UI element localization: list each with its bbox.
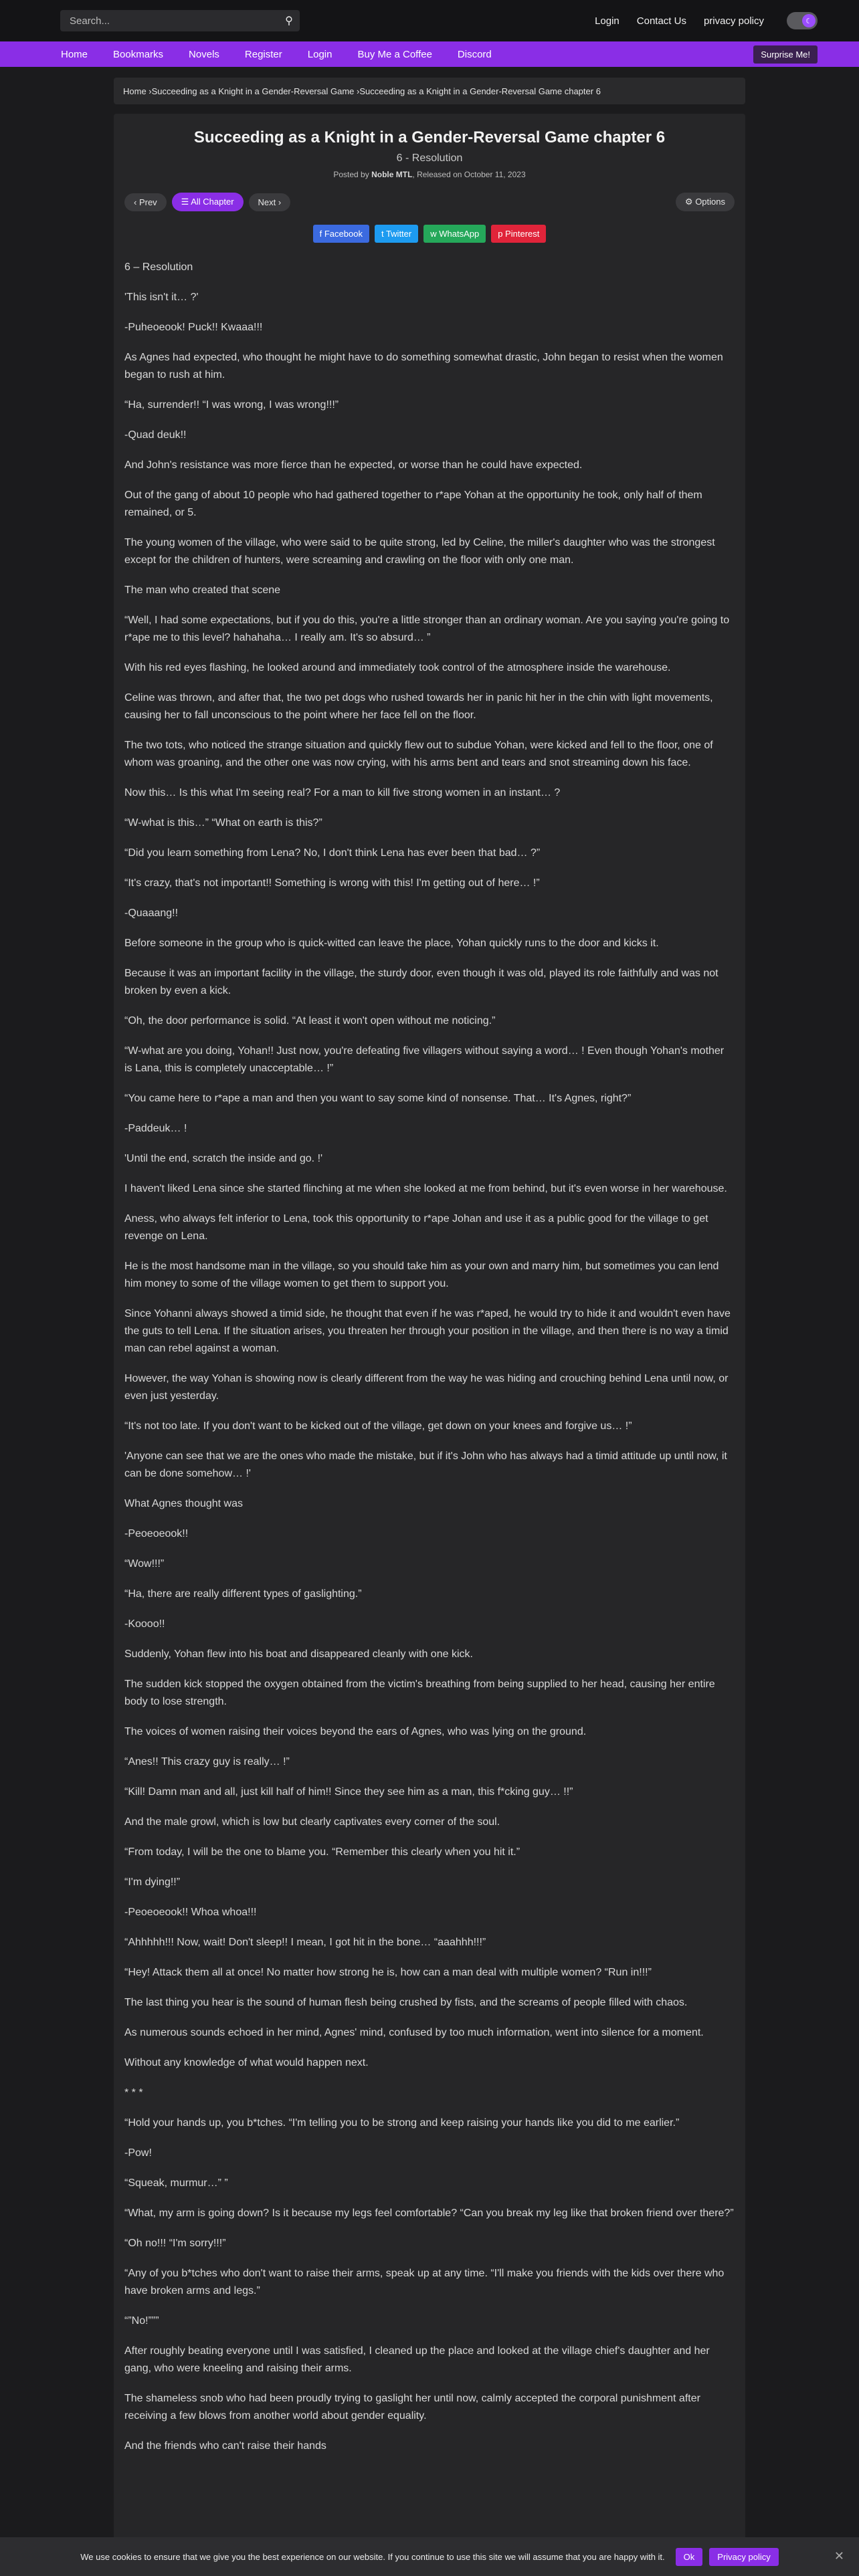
- chapter-paragraph: “Ahhhhh!!! Now, wait! Don't sleep!! I mean, I got hit in the bone… “aaahhh!!!”: [124, 1937, 486, 1948]
- cookie-privacy-button[interactable]: Privacy policy: [709, 2548, 778, 2566]
- chapter-paragraph: -Puheoeook! Puck!! Kwaaa!!!: [124, 322, 263, 333]
- chapter-paragraph: Without any knowledge of what would happen next.: [124, 2057, 369, 2068]
- chapter-paragraph: -Quad deuk!!: [124, 429, 187, 441]
- chapter-paragraph: As Agnes had expected, who thought he might have to do something somewhat drastic, John began to resist when the women began to rush at him.: [124, 352, 723, 381]
- breadcrumb[interactable]: Home ›Succeeding as a Knight in a Gender-Reversal Game ›Succeeding as a Knight in a Gender-Reversal Game chapter 6: [114, 78, 745, 104]
- nav-bookmarks[interactable]: Bookmarks: [113, 48, 164, 60]
- chapter-paragraph: Now this… Is this what I'm seeing real? For a man to kill five strong women in an instant… ?: [124, 787, 561, 798]
- chapter-paragraph: “Squeak, murmur…” ”: [124, 2177, 228, 2189]
- chapter-paragraph: However, the way Yohan is showing now is clearly different from the way he was hiding and crouching behind Lena until now, or even just yesterday.: [124, 1373, 729, 1402]
- chapter-paragraph: -Peoeoeook!!: [124, 1528, 189, 1539]
- chapter-paragraph: The last thing you hear is the sound of human flesh being crushed by fists, and the screams of people filled with chaos.: [124, 1997, 688, 2008]
- chapter-paragraph: Before someone in the group who is quick-witted can leave the place, Yohan quickly runs to the door and kicks it.: [124, 938, 659, 949]
- moon-icon: ☾: [802, 14, 816, 27]
- nav-register[interactable]: Register: [244, 48, 282, 60]
- nav-home[interactable]: Home: [61, 48, 88, 60]
- chapter-paragraph: “W-what is this…” “What on earth is this?”: [124, 817, 322, 829]
- chapter-paragraph: The two tots, who noticed the strange situation and quickly flew out to subdue Yohan, were kicked and fell to the floor, one of whom was groaning, and the other one was now crying, with his arms bent and tears and snot streaming down his face.: [124, 740, 713, 768]
- chapter-paragraph: The voices of women raising their voices beyond the ears of Agnes, who was lying on the ground.: [124, 1726, 587, 1737]
- chapter-paragraph: The young women of the village, who were said to be quite strong, led by Celine, the miller's daughter who was the strongest except for the children of hunters, were screaming and crawling on the floor with only one man.: [124, 537, 715, 566]
- chapter-paragraph: 'Anyone can see that we are the ones who made the mistake, but if it's John who has always had a timid attitude up until now, it can be done somehow… !': [124, 1451, 727, 1479]
- chapter-paragraph: “What, my arm is going down? Is it because my legs feel comfortable? “Can you break my leg like that broken friend over there?”: [124, 2208, 734, 2219]
- top-bar: [0, 0, 859, 41]
- chapter-paragraph: -Koooo!!: [124, 1618, 165, 1630]
- nav-login[interactable]: Login: [307, 48, 332, 60]
- chapter-paragraph: “Anes!! This crazy guy is really… !”: [124, 1756, 290, 1767]
- chapter-paragraph: -Pow!: [124, 2147, 152, 2159]
- chapter-paragraph: After roughly beating everyone until I was satisfied, I cleaned up the place and looked at the village chief's daughter and her gang, who were kneeling and raising their arms.: [124, 2345, 710, 2374]
- nav-novels[interactable]: Novels: [189, 48, 219, 60]
- chapter-paragraph: Aness, who always felt inferior to Lena, took this opportunity to r*ape Johan and use it as a public good for the village to get revenge on Lena.: [124, 1213, 708, 1242]
- chapter-paragraph: “Did you learn something from Lena? No, I don't think Lena has ever been that bad… ?”: [124, 847, 541, 859]
- posted-info: [124, 170, 735, 179]
- share-twitter-button[interactable]: t Twitter: [375, 225, 418, 243]
- chapter-paragraph: 'Until the end, scratch the inside and go. !': [124, 1153, 323, 1164]
- chapter-paragraph: “”No!”””: [124, 2315, 159, 2327]
- chapter-paragraph: Since Yohanni always showed a timid side, he thought that even if he was r*aped, he would try to hide it and wouldn't even have the guts to tell Lena. If the situation arises, you threaten her through your position in the village, and then there is no way a timid man can rebel against a woman.: [124, 1308, 731, 1354]
- prev-button[interactable]: ‹ Prev: [124, 193, 167, 211]
- search-input[interactable]: [60, 15, 278, 27]
- chapter-paragraph: And John's resistance was more fierce than he expected, or worse than he could have expected.: [124, 459, 583, 471]
- chapter-paragraph: -Paddeuk… !: [124, 1123, 187, 1134]
- chapter-content: [124, 259, 735, 2455]
- chapter-paragraph: As numerous sounds echoed in her mind, Agnes' mind, confused by too much information, went into silence for a moment.: [124, 2027, 704, 2038]
- chapter-paragraph: “I'm dying!!”: [124, 1876, 181, 1888]
- chapter-paragraph: What Agnes thought was: [124, 1498, 243, 1509]
- share-whatsapp-button[interactable]: w WhatsApp: [423, 225, 486, 243]
- cookie-banner: [0, 2537, 859, 2576]
- chapter-paragraph: “Wow!!!”: [124, 1558, 165, 1570]
- options-button[interactable]: ⚙ Options: [676, 193, 735, 211]
- author-name[interactable]: Noble MTL: [371, 170, 413, 179]
- main-nav: [0, 41, 859, 67]
- chapter-paragraph: He is the most handsome man in the village, so you should take him as your own and marry him, but sometimes you can lend him money to some of the village women to get them to support you.: [124, 1261, 719, 1289]
- nav-discord[interactable]: Discord: [457, 48, 492, 60]
- nav-buy-me-a-coffee[interactable]: Buy Me a Coffee: [357, 48, 432, 60]
- chapter-paragraph: Because it was an important facility in the village, the sturdy door, even though it was old, played its role faithfully and was not broken by even a kick.: [124, 968, 719, 996]
- chapter-paragraph: The sudden kick stopped the oxygen obtained from the victim's breathing from being supplied to her head, causing her entire body to lose strength.: [124, 1679, 715, 1707]
- chapter-paragraph: The shameless snob who had been proudly trying to gaslight her until now, calmly accepted the corporal punishment after receiving a few blows from another world about gender equality.: [124, 2393, 700, 2422]
- chapter-subtitle: 6 - Resolution: [396, 152, 463, 164]
- chapter-paragraph: -Quaaang!!: [124, 907, 179, 919]
- share-facebook-button[interactable]: f Facebook: [313, 225, 369, 243]
- chapter-paragraph: “Hey! Attack them all at once! No matter how strong he is, how can a man deal with multiple women? “Run in!!!”: [124, 1967, 652, 1978]
- search-icon[interactable]: ⚲: [285, 15, 293, 27]
- chapter-paragraph: “Kill! Damn man and all, just kill half of him!! Since they see him as a man, this f*cking guy… !!”: [124, 1786, 573, 1798]
- chapter-card: [114, 114, 745, 2576]
- chapter-paragraph: “Ha, surrender!! “I was wrong, I was wrong!!!”: [124, 399, 339, 411]
- chapter-paragraph: “It's not too late. If you don't want to be kicked out of the village, get down on your knees and forgive us… !”: [124, 1420, 632, 1432]
- posted-prefix: Posted by: [333, 170, 369, 179]
- login-link[interactable]: Login: [595, 15, 619, 27]
- chapter-paragraph: “Well, I had some expectations, but if you do this, you're a little stronger than an ordinary woman. Are you saying you're going to r*ape me to this level? hahahaha… I really am. It's so absurd… ”: [124, 615, 730, 643]
- chapter-paragraph: With his red eyes flashing, he looked around and immediately took control of the atmosphere inside the warehouse.: [124, 662, 671, 673]
- chapter-paragraph: “Oh, the door performance is solid. “At least it won't open without me noticing.”: [124, 1015, 496, 1027]
- chapter-paragraph: “From today, I will be the one to blame you. “Remember this clearly when you hit it.”: [124, 1846, 520, 1858]
- top-links: [577, 12, 818, 29]
- chapter-paragraph: Out of the gang of about 10 people who had gathered together to r*ape Yohan at the opportunity he took, only half of them remained, or 5.: [124, 490, 702, 518]
- chapter-paragraph: And the male growl, which is low but clearly captivates every corner of the soul.: [124, 1816, 500, 1828]
- privacy-policy-link[interactable]: privacy policy: [703, 15, 764, 27]
- chapter-paragraph: “Ha, there are really different types of gaslighting.”: [124, 1588, 362, 1600]
- chapter-paragraph: And the friends who can't raise their hands: [124, 2440, 326, 2452]
- chapter-paragraph: 6 – Resolution: [124, 261, 193, 273]
- share-pinterest-button[interactable]: p Pinterest: [491, 225, 546, 243]
- cookie-ok-button[interactable]: Ok: [676, 2548, 703, 2566]
- chapter-paragraph: I haven't liked Lena since she started flinching at me when she looked at me from behind, but it's even worse in her warehouse.: [124, 1183, 727, 1194]
- surprise-me-button[interactable]: Surprise Me!: [753, 45, 818, 64]
- page-title: Succeeding as a Knight in a Gender-Reversal Game chapter 6: [193, 128, 666, 146]
- chapter-paragraph: “Any of you b*tches who don't want to raise their arms, speak up at any time. “I'll make you friends with the kids over there who have broken arms and legs.”: [124, 2268, 725, 2296]
- chapter-paragraph: “W-what are you doing, Yohan!! Just now, you're defeating five villagers without saying a word… ! Even though Yohan's mother is Lana, this is completely unacceptable… !”: [124, 1045, 725, 1074]
- chapter-paragraph: -Peoeoeook!! Whoa whoa!!!: [124, 1907, 257, 1918]
- all-chapter-button[interactable]: ☰ All Chapter: [172, 193, 244, 211]
- chapter-paragraph: 'This isn't it… ?': [124, 292, 199, 303]
- chapter-paragraph: * * *: [124, 2087, 143, 2099]
- contact-us-link[interactable]: Contact Us: [636, 15, 686, 27]
- close-icon[interactable]: ✕: [834, 2549, 844, 2563]
- chapter-paragraph: Celine was thrown, and after that, the two pet dogs who rushed towards her in panic hit her in the chin with light movements, causing her to fall unconscious to the point where her face fell on the floor.: [124, 692, 713, 721]
- release-date: , Released on October 11, 2023: [412, 170, 526, 179]
- chapter-controls: [124, 193, 735, 211]
- dark-mode-toggle[interactable]: [787, 12, 818, 29]
- chapter-paragraph: The man who created that scene: [124, 584, 281, 596]
- chapter-paragraph: “Hold your hands up, you b*tches. “I'm telling you to be strong and keep raising your hands like you did to me earlier.”: [124, 2117, 680, 2129]
- next-button[interactable]: Next ›: [249, 193, 291, 211]
- chapter-paragraph: “Oh no!!! “I'm sorry!!!”: [124, 2238, 226, 2249]
- search-box: [60, 10, 300, 31]
- share-buttons: [124, 225, 735, 243]
- chapter-paragraph: “It's crazy, that's not important!! Something is wrong with this! I'm getting out of here… !”: [124, 877, 540, 889]
- chapter-paragraph: “You came here to r*ape a man and then you want to say some kind of nonsense. That… It's Agnes, right?”: [124, 1093, 632, 1104]
- cookie-text: We use cookies to ensure that we give you the best experience on our website. If you continue to use this site we will assume that you are happy with it.: [80, 2551, 665, 2562]
- chapter-paragraph: Suddenly, Yohan flew into his boat and disappeared cleanly with one kick.: [124, 1648, 473, 1660]
